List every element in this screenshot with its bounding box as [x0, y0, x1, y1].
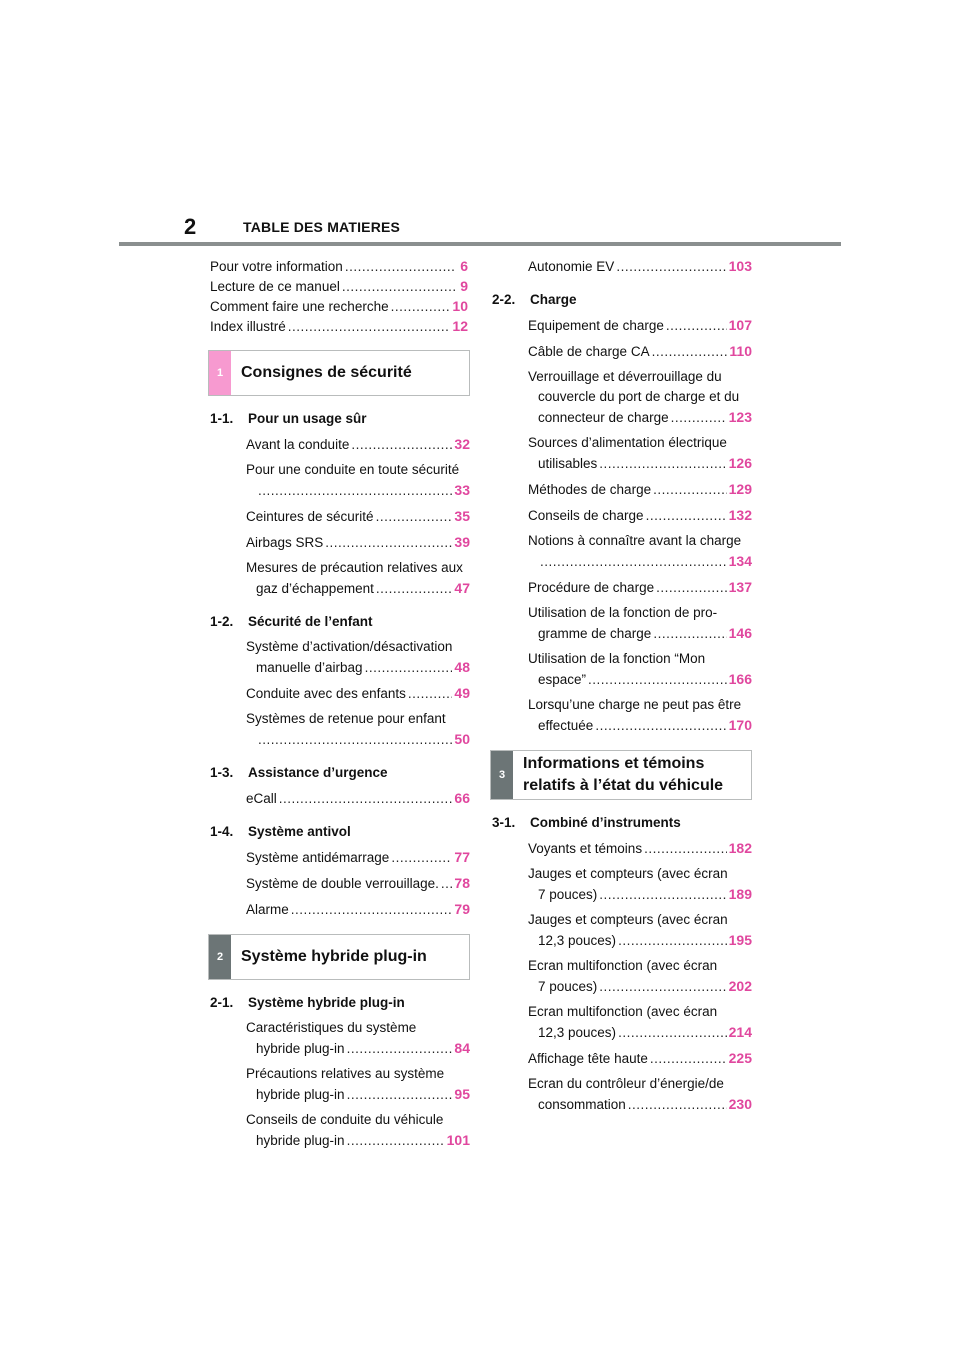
- page-ref[interactable]: 189: [728, 886, 752, 902]
- section-heading: 1-3. Assistance d’urgence: [210, 765, 388, 780]
- front-matter-list: [208, 256, 470, 336]
- chapter-title: Informations et témoins relatifs à l’état du véhicule: [523, 755, 724, 794]
- toc-entry[interactable]: Ecran multifonction (avec écran 12,3 pouces) ..... 214: [528, 1002, 752, 1043]
- page-title: TABLE DES MATIERES: [243, 219, 401, 235]
- page-ref[interactable]: 103: [728, 258, 752, 274]
- section-heading: 1-2. Sécurité de l’enfant: [210, 614, 373, 629]
- chapter-number: 3: [491, 751, 513, 799]
- toc-column-right: [490, 252, 752, 1120]
- toc-entry[interactable]: Système d’activation/désactivation manuelle d’airbag ..... 48: [246, 637, 470, 678]
- toc-entry[interactable]: Autonomie EV ..... 103: [528, 256, 752, 277]
- toc-entry[interactable]: Sources d’alimentation électrique utilisables ..... 126: [528, 433, 752, 474]
- page-ref[interactable]: 48: [454, 659, 470, 675]
- page-ref[interactable]: 33: [454, 482, 470, 498]
- section-heading: 3-1. Combiné d’instruments: [492, 815, 681, 830]
- toc-column-left: [208, 252, 470, 1156]
- page-ref[interactable]: 170: [728, 717, 752, 733]
- page-ref[interactable]: 95: [454, 1086, 470, 1102]
- toc-entry[interactable]: Système de double verrouillage. ..... 78: [246, 873, 470, 894]
- page-ref[interactable]: 35: [454, 508, 470, 524]
- toc-entry[interactable]: Avant la conduite ..... 32: [246, 434, 470, 455]
- toc-entry[interactable]: Conduite avec des enfants ..... 49: [246, 683, 470, 704]
- page-ref[interactable]: 107: [728, 317, 752, 333]
- toc-entry[interactable]: Lorsqu’une charge ne peut pas être effectuée ..... 170: [528, 695, 752, 736]
- toc-entry[interactable]: Index illustré ..... 12: [208, 316, 468, 336]
- toc-entry[interactable]: Ecran multifonction (avec écran 7 pouces) ..... 202: [528, 956, 752, 997]
- section-heading: 2-2. Charge: [492, 292, 577, 307]
- page-number: 2: [184, 214, 197, 239]
- page-ref[interactable]: 132: [728, 507, 752, 523]
- chapter-title: Consignes de sécurité: [241, 364, 412, 381]
- chapter-band-1[interactable]: [208, 350, 470, 396]
- page-ref[interactable]: 79: [454, 901, 470, 917]
- page-ref[interactable]: 50: [454, 731, 470, 747]
- page-ref[interactable]: 6: [460, 258, 468, 274]
- header-rule: [119, 242, 841, 246]
- toc-entry[interactable]: Equipement de charge ..... 107: [528, 315, 752, 336]
- page-ref[interactable]: 195: [728, 932, 752, 948]
- toc-entry[interactable]: Utilisation de la fonction “Mon espace” ..... 166: [528, 649, 752, 690]
- page-ref[interactable]: 123: [728, 409, 752, 425]
- page-ref[interactable]: 10: [452, 298, 468, 314]
- page-ref[interactable]: 134: [728, 553, 752, 569]
- page-ref[interactable]: 225: [728, 1050, 752, 1066]
- toc-entry[interactable]: Airbags SRS ..... 39: [246, 532, 470, 553]
- chapter-band-3[interactable]: [490, 750, 752, 800]
- toc-entry[interactable]: Ceintures de sécurité ..... 35: [246, 506, 470, 527]
- toc-entry[interactable]: Caractéristiques du système hybride plug-in ..... 84: [246, 1018, 470, 1059]
- page-ref[interactable]: 47: [454, 580, 470, 596]
- chapter-number: 1: [209, 351, 231, 395]
- toc-entry[interactable]: Ecran du contrôleur d’énergie/de consommation ..... 230: [528, 1074, 752, 1115]
- chapter-band-2[interactable]: [208, 934, 470, 980]
- toc-entry[interactable]: Conseils de charge ..... 132: [528, 505, 752, 526]
- page-ref[interactable]: 110: [729, 343, 752, 359]
- toc-entry[interactable]: Mesures de précaution relatives aux gaz d’échappement ..... 47: [246, 558, 470, 599]
- page-ref[interactable]: 78: [454, 875, 470, 891]
- toc-entry[interactable]: Méthodes de charge ..... 129: [528, 479, 752, 500]
- toc-entry[interactable]: Voyants et témoins ..... 182: [528, 838, 752, 859]
- page-ref[interactable]: 66: [454, 790, 470, 806]
- toc-entry[interactable]: Utilisation de la fonction de pro- gramme de charge ..... 146: [528, 603, 752, 644]
- chapter-number: 2: [209, 935, 231, 979]
- toc-entry[interactable]: eCall ..... 66: [246, 788, 470, 809]
- page-ref[interactable]: 202: [728, 978, 752, 994]
- page-ref[interactable]: 182: [728, 840, 752, 856]
- page-header: [0, 0, 960, 250]
- page-ref[interactable]: 137: [728, 579, 752, 595]
- toc-entry[interactable]: Comment faire une recherche ..... 10: [208, 296, 468, 316]
- toc-entry[interactable]: Lecture de ce manuel ..... 9: [208, 276, 468, 296]
- toc-entry[interactable]: Verrouillage et déverrouillage du couvercle du port de charge et du connecteur de charge ..... 123: [528, 367, 752, 428]
- toc-entry[interactable]: Pour votre information ..... 6: [208, 256, 468, 276]
- page-ref[interactable]: 166: [728, 671, 752, 687]
- toc-entry[interactable]: Systèmes de retenue pour enfant ..... 50: [246, 709, 470, 750]
- toc-entry[interactable]: Jauges et compteurs (avec écran 7 pouces) ..... 189: [528, 864, 752, 905]
- page-ref[interactable]: 101: [446, 1132, 470, 1148]
- page-ref[interactable]: 146: [728, 625, 752, 641]
- toc-entry[interactable]: Précautions relatives au système hybride plug-in ..... 95: [246, 1064, 470, 1105]
- page-ref[interactable]: 9: [460, 278, 468, 294]
- toc-entry[interactable]: Conseils de conduite du véhicule hybride plug-in ..... 101: [246, 1110, 470, 1151]
- page-ref[interactable]: 49: [454, 685, 470, 701]
- page-ref[interactable]: 230: [728, 1096, 752, 1112]
- page-ref[interactable]: 77: [454, 849, 470, 865]
- toc-entry[interactable]: Procédure de charge ..... 137: [528, 577, 752, 598]
- page-ref[interactable]: 214: [728, 1024, 752, 1040]
- section-heading: 1-4. Système antivol: [210, 824, 351, 839]
- toc-entry[interactable]: Alarme ..... 79: [246, 899, 470, 920]
- toc-entry[interactable]: Câble de charge CA ..... 110: [528, 341, 752, 362]
- page-ref[interactable]: 84: [454, 1040, 470, 1056]
- toc-entry[interactable]: Pour une conduite en toute sécurité ..... 33: [246, 460, 470, 501]
- page-ref[interactable]: 32: [454, 436, 470, 452]
- section-heading: 2-1. Système hybride plug-in: [210, 995, 405, 1010]
- page-ref[interactable]: 126: [728, 455, 752, 471]
- chapter-title: Système hybride plug-in: [241, 948, 427, 965]
- page-ref[interactable]: 129: [728, 481, 752, 497]
- toc-entry[interactable]: Affichage tête haute ..... 225: [528, 1048, 752, 1069]
- toc-entry[interactable]: Notions à connaître avant la charge ..... 134: [528, 531, 752, 572]
- toc-entry[interactable]: Jauges et compteurs (avec écran 12,3 pouces) ..... 195: [528, 910, 752, 951]
- toc-entry[interactable]: Système antidémarrage ..... 77: [246, 847, 470, 868]
- page-ref[interactable]: 12: [452, 318, 468, 334]
- section-heading: 1-1. Pour un usage sûr: [210, 411, 367, 426]
- page-ref[interactable]: 39: [454, 534, 470, 550]
